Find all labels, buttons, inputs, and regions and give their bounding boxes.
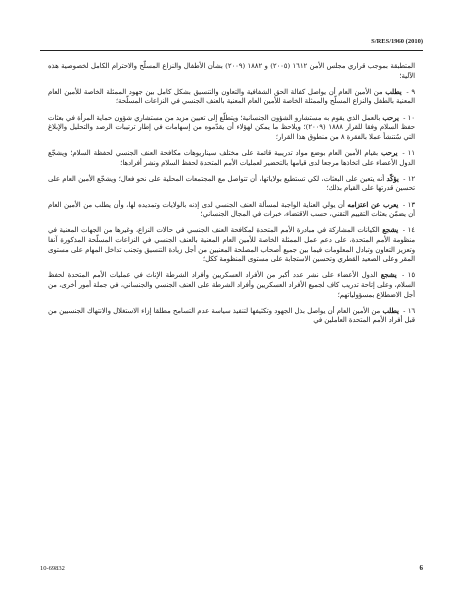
operative-verb: يطلب [382,306,399,315]
operative-verb: يشجع [382,226,399,235]
paragraph-number: ٩ - [406,87,415,96]
paragraph-number: ١٤ - [402,226,415,235]
operative-verb: يرحب [382,113,399,122]
operative-verb: يرحب [380,148,398,157]
document-symbol: S/RES/1960 (2010) [371,38,423,45]
operative-verb: يؤكّد [386,174,399,183]
paragraph-text: بقيام الأمين العام بوضع مواد تدريبية قائمة على مختلف سيناريوهات مكافحة العنف الجنسي لحفظة السلام؛ ويشجّع الدول الأعضاء على اتخاذها مرجعا لدى قيامها بالتحضير لعمليات الأمم المتحدة لحفظ السلام ونشر أفرادها؛ [48,148,415,167]
operative-verb: يشجع [380,271,397,280]
header-rule [40,50,423,51]
paragraph-10 [48,114,415,143]
page-number: 6 [419,564,423,572]
paragraph-number: ١٥ - [402,271,415,280]
paragraph-16 [48,307,415,326]
operative-verb: يعرب عن اعتزامه [347,200,399,209]
paragraph-text: الكيانات المشاركة في مبادرة الأمم المتحدة لمكافحة العنف الجنسي في حالات النزاع، وغيرها من الجهات المعنية في منظومة الأمم المتحدة، على دعم عمل الممثلة الخاصة للأمين العام المعنية بالعنف الجنسي في النزاعات المسلّحة المذكورة آنفا وتعزيز التعاون وتبادل المعلومات فيما بين جميع أصحاب المصلحة المعنيين من أجل زيادة التنسيق وتجنب تداخل المهام على مستوى المقر وعلى الصعيد القطري وتحسين الاستجابة على مستوى المنظومة ككل؛ [48,226,415,264]
paragraph-14 [48,226,415,265]
paragraph-number: ١٦ - [403,306,416,315]
paragraph-text: من الأمين العام أن يواصل بذل الجهود وتكثيفها لتنفيذ سياسة عدم التسامح مطلقا إزاء الاستغلال والانتهاك الجنسيين من قبل أفراد الأمم المتحدة العاملين في [48,306,415,325]
paragraph-text: الدول الأعضاء على نشر عدد أكبر من الأفراد العسكريين وأفراد الشرطة الإناث في عمليات الأمم المتحدة لحفظ السلام، وعلى إتاحة تدريب كاف لجميع الأفراد العسكريين وأفراد الشرطة على العنف الجنسي والجنساني، في جملة أمور أخرى، من أجل الاضطلاع بمسؤولياتهم؛ [48,271,415,299]
paragraph-number: ١٢ - [403,174,416,183]
paragraph-number: ١٠ - [403,113,415,122]
paragraph-number: ١٣ - [402,200,415,209]
paragraph-number: ١١ - [402,148,415,157]
document-code: 10-69832 [40,565,65,572]
page-footer [40,565,423,577]
paragraph-8-continuation [48,62,415,81]
paragraph-text: المتطبقة بموجب قراري مجلس الأمن ١٦١٢ (٢٠٠٥) و ١٨٨٢ (٢٠٠٩) بشأن الأطفال والنزاع المسلّح والاحترام الكامل لخصوصية هذه الآلية؛ [48,62,415,80]
paragraph-9 [48,88,415,107]
paragraph-text: بالعمل الذي يقوم به مستشارو الشؤون الجنسانية؛ ويتطلّع إلى تعيين مزيد من مستشاري شؤون حماية المرأة في بعثات حفظ السلام وفقا للقرار ١٨٨٨ (٢٠٠٩)؛ ويلاحظ ما يمكن لهؤلاء أن يقدّموه من إسهامات في إطار ترتيبات الرصد والتحليل والإبلاغ التي سُتنشأ عملا بالفقرة ٨ من منطوق هذا القرار؛ [48,113,415,141]
page-header [40,38,423,52]
paragraph-11 [48,149,415,168]
paragraph-text: من الأمين العام أن يواصل كفالة الحق الشفافية والتعاون والتنسيق بشكل كامل بين جهود الممثلة الخاصة للأمين العام المعنية بالطفل والنزاع المسلّح والممثلة الخاصة للأمين العام المعنية بالعنف الجنسي في النزاعات المسلّحة؛ [48,87,415,106]
paragraph-text: أنه يتعين على البعثات، لكي تستطيع بولاياتها، أن تتواصل مع المجتمعات المحلية على نحو فعال؛ ويشجّع الأمين العام على تحسين قدرتها على القيام بذلك؛ [48,174,415,193]
document-body [48,62,415,333]
operative-verb: يطلب [385,87,402,96]
paragraph-text: أن يولي العناية الواجبة لمسألة العنف الجنسي لدى إذنه بالولايات وتمديده لها، وأن يطلب من الأمين العام أن يضمّن بعثات التقييم التقني، حسب الاقتضاء، خبرات في المجال الجنساني؛ [48,200,415,219]
paragraph-12 [48,175,415,194]
paragraph-15 [48,271,415,300]
paragraph-13 [48,201,415,220]
